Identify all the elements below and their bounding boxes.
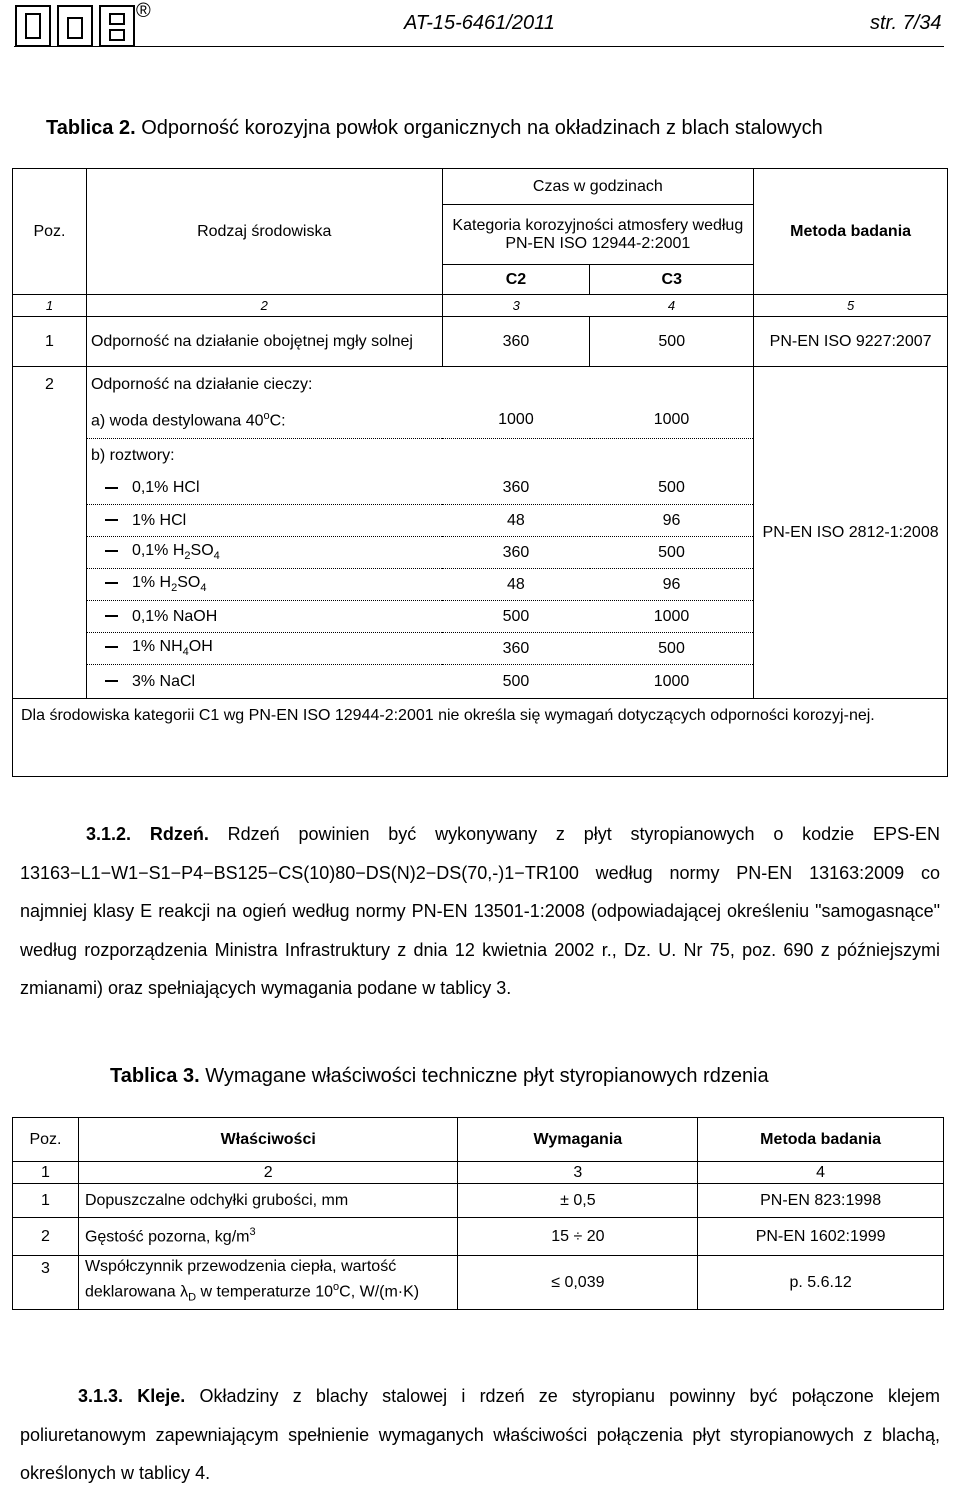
t3-header-method: Metoda badania	[698, 1118, 944, 1162]
t2-solution-c3: 96	[590, 569, 754, 601]
t2-row1-c2: 360	[442, 317, 590, 367]
t2-solution-c2: 500	[442, 665, 590, 699]
section-core-paragraph	[20, 815, 940, 1008]
t2-solution-label: 0,1% $H_2SO_4$	[86, 537, 442, 569]
t2-solution-c3: 500	[590, 537, 754, 569]
section-core-text: Rdzeń powinien być wykonywany z płyt styropianowych o kodzie EPS-EN 13163−L1−W1−S1−P4−BS125−CS(10)80−DS(N)2−DS(70,-)1−TR100 według normy PN-EN 13163:2009 co najmniej klasy E reakcji na ogień według normy PN-EN 13501-1:2008 (odpowiadającej określeniu "samogasnące" według rozporządzenia Ministra Infrastruktury z dnia 12 kwietnia 2002 r., Dz. U. Nr 75, poz. 690 z późniejszymi zmianami) oraz spełniających wymagania podane w tablicy 3.	[20, 824, 940, 998]
dash-icon	[105, 680, 118, 682]
t2-solution-label: 0,1% HCl	[86, 473, 442, 505]
t2-row1-method: PN-EN ISO 9227:2007	[754, 317, 948, 367]
t2-solution-c3: 1000	[590, 665, 754, 699]
t2-row2-pos: 2	[13, 367, 87, 403]
t2-header-c3: C3	[590, 265, 754, 295]
t3-r3-req: ≤ 0,039	[458, 1256, 698, 1310]
t2-colnum: 5	[754, 295, 948, 317]
t2-solution-c2: 48	[442, 569, 590, 601]
t2-solution-c2: 360	[442, 473, 590, 505]
t2-solution-c2: 360	[442, 633, 590, 665]
section-glue-heading: 3.1.3. Kleje.	[78, 1386, 186, 1406]
table2	[12, 168, 948, 780]
t3-r2-pos: 2	[13, 1218, 79, 1256]
t3-header-prop: Właściwości	[78, 1118, 458, 1162]
t3-colnum: 1	[13, 1162, 79, 1184]
table3-title	[110, 1065, 769, 1088]
t2-solution-label: 1% $NH_4OH$	[86, 633, 442, 665]
t2-solution-c3: 1000	[590, 601, 754, 633]
t2-header-env: Rodzaj środowiska	[86, 169, 442, 295]
t2-header-category: Kategoria korozyjności atmosfery według PN-EN ISO 12944-2:2001	[442, 205, 754, 265]
t2-solution-c3: 500	[590, 473, 754, 505]
table2-title	[46, 117, 823, 140]
t2-colnum: 4	[590, 295, 754, 317]
page-number: str. 7/34	[870, 12, 942, 34]
t3-header-pos: Poz.	[13, 1118, 79, 1162]
table3-title-text: Wymagane właściwości techniczne płyt styropianowych rdzenia	[199, 1065, 769, 1087]
t2-header-pos: Poz.	[13, 169, 87, 295]
t3-r2-prop: Gęstość pozorna, $kg/m^3$	[78, 1218, 458, 1256]
division-icon: ÷	[573, 1227, 583, 1245]
dash-icon	[105, 550, 118, 552]
table2-title-label: Tablica 2.	[46, 117, 136, 139]
t2-solution-c2: 48	[442, 505, 590, 537]
t2-row1-env: Odporność na działanie obojętnej mgły solnej	[86, 317, 442, 367]
t2-header-time: Czas w godzinach	[442, 169, 754, 205]
itb-logo	[14, 4, 138, 48]
section-glue-paragraph	[20, 1377, 940, 1493]
less-equal-icon: ≤	[551, 1273, 560, 1291]
t2-row1-c3: 500	[590, 317, 754, 367]
t3-r2-method: PN-EN 1602:1999	[698, 1218, 944, 1256]
t2-row2-method: PN-EN ISO 2812-1:2008	[754, 367, 948, 699]
t3-r2-req: 15 ÷ 20	[458, 1218, 698, 1256]
t2-solution-label: 1% HCl	[86, 505, 442, 537]
t3-r1-method: PN-EN 823:1998	[698, 1184, 944, 1218]
dash-icon	[105, 615, 118, 617]
t3-r1-req: ± 0,5	[458, 1184, 698, 1218]
t2-solution-label: 0,1% NaOH	[86, 601, 442, 633]
dash-icon	[105, 582, 118, 584]
t3-header-req: Wymagania	[458, 1118, 698, 1162]
dash-icon	[105, 519, 118, 521]
t2-colnum: 2	[86, 295, 442, 317]
t2-row2-env: Odporność na działanie cieczy:	[90, 375, 313, 393]
t2-colnum: 1	[13, 295, 87, 317]
document-number: AT-15-6461/2011	[404, 12, 555, 34]
t2-solution-label: 1% $H_2SO_4$	[86, 569, 442, 601]
t2-footnote: Dla środowiska kategorii C1 wg PN-EN ISO 12944-2:2001 nie określa się wymagań dotyczących odporności korozyj-nej.	[13, 699, 948, 777]
t2-solution-label: 3% NaCl	[86, 665, 442, 699]
table3-title-label: Tablica 3.	[110, 1065, 200, 1087]
t3-r1-prop: Dopuszczalne odchyłki grubości, mm	[78, 1184, 458, 1218]
t2-water-label: a) woda destylowana 40$^o$C:	[86, 403, 442, 439]
section-core-heading: 3.1.2. Rdzeń.	[86, 824, 209, 844]
t3-colnum: 4	[698, 1162, 944, 1184]
t3-r1-pos: 1	[13, 1184, 79, 1218]
t2-solution-c3: 500	[590, 633, 754, 665]
t2-solution-c2: 500	[442, 601, 590, 633]
t2-row1-pos: 1	[13, 317, 87, 367]
table2-title-text: Odporność korozyjna powłok organicznych na okładzinach z blach stalowych	[135, 117, 823, 139]
dash-icon	[105, 646, 118, 648]
t3-r3-pos: 3	[13, 1256, 79, 1310]
t2-colnum: 3	[442, 295, 590, 317]
section-glue-text: Okładziny z blachy stalowej i rdzeń ze styropianu powinny być połączone klejem poliuretanowym zapewniającym spełnienie wymaganych właściwości połączenia płyt styropianowych z blachą, określonych w tablicy 4.	[20, 1386, 940, 1483]
t2-header-method: Metoda badania	[754, 169, 948, 295]
plus-minus-icon: ±	[560, 1191, 569, 1209]
t2-solution-c3: 96	[590, 505, 754, 537]
t2-header-c2: C2	[442, 265, 590, 295]
t2-water-c2: 1000	[442, 403, 590, 439]
table3	[12, 1117, 944, 1310]
dash-icon	[105, 487, 118, 489]
t3-r3-method: p. 5.6.12	[698, 1256, 944, 1310]
t3-r3-prop: Współczynnik przewodzenia ciepła, wartość deklarowana $\lambda_D$ w temperaturze 10$^o$C, W/(m·K)	[78, 1256, 458, 1310]
registered-mark: ®	[136, 0, 151, 22]
t2-water-c3: 1000	[590, 403, 754, 439]
t3-colnum: 2	[78, 1162, 458, 1184]
t2-solutions-label: b) roztwory:	[90, 446, 175, 464]
t2-solution-c2: 360	[442, 537, 590, 569]
header-rule	[14, 46, 944, 47]
t3-colnum: 3	[458, 1162, 698, 1184]
